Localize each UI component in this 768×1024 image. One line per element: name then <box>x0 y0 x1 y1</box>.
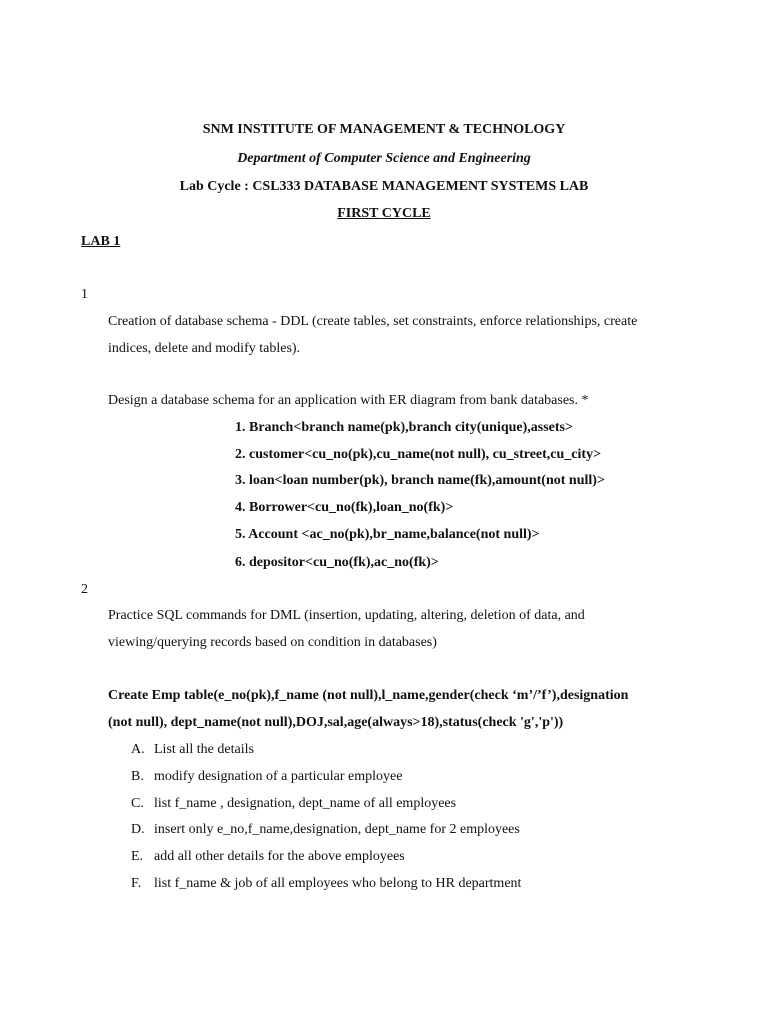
task-letter-e: E. <box>131 849 144 864</box>
create-table-line2: (not null), dept_name(not null),DOJ,sal,age(always>18),status(check 'g','p')) <box>108 715 564 730</box>
department-name: Department of Computer Science and Engineering <box>237 151 531 166</box>
schema-table-customer: 2. customer<cu_no(pk),cu_name(not null), cu_street,cu_city> <box>235 447 602 462</box>
cycle-title-text: FIRST CYCLE <box>337 206 431 221</box>
create-table-line1: Create Emp table(e_no(pk),f_name (not null),l_name,gender(check ‘m’/’f’),designation <box>108 688 629 703</box>
task-item-b: modify designation of a particular employee <box>154 769 403 784</box>
schema-table-loan: 3. loan<loan number(pk), branch name(fk),amount(not null)> <box>235 473 605 488</box>
q2-description-line2: viewing/querying records based on condition in databases) <box>108 635 437 650</box>
schema-table-depositor: 6. depositor<cu_no(fk),ac_no(fk)> <box>235 555 439 570</box>
task-letter-f: F. <box>131 876 142 891</box>
lab-cycle-title: Lab Cycle : CSL333 DATABASE MANAGEMENT SYSTEMS LAB <box>179 179 589 194</box>
question-number-2: 2 <box>81 582 88 597</box>
question-number-1: 1 <box>81 287 88 302</box>
task-letter-d: D. <box>131 822 145 837</box>
task-letter-a: A. <box>131 742 145 757</box>
task-item-d: insert only e_no,f_name,designation, dept_name for 2 employees <box>154 822 520 837</box>
task-letter-c: C. <box>131 796 144 811</box>
schema-table-branch: 1. Branch<branch name(pk),branch city(unique),assets> <box>235 420 573 435</box>
schema-table-borrower: 4. Borrower<cu_no(fk),loan_no(fk)> <box>235 500 454 515</box>
institute-name: SNM INSTITUTE OF MANAGEMENT & TECHNOLOGY <box>202 122 566 137</box>
task-item-e: add all other details for the above employees <box>154 849 405 864</box>
task-item-c: list f_name , designation, dept_name of all employees <box>154 796 457 811</box>
schema-table-account: 5. Account <ac_no(pk),br_name,balance(not null)> <box>235 527 540 542</box>
cycle-title <box>0 205 768 223</box>
task-item-a: List all the details <box>154 742 254 757</box>
q1-description-line2: indices, delete and modify tables). <box>108 341 301 356</box>
task-item-f: list f_name & job of all employees who belong to HR department <box>154 876 522 891</box>
q1-description-line1: Creation of database schema - DDL (create tables, set constraints, enforce relationships, create <box>108 314 638 329</box>
lab-heading: LAB 1 <box>81 234 121 249</box>
q1-design-instruction: Design a database schema for an application with ER diagram from bank databases. * <box>108 393 589 408</box>
q2-description-line1: Practice SQL commands for DML (insertion, updating, altering, deletion of data, and <box>108 608 585 623</box>
task-letter-b: B. <box>131 769 144 784</box>
